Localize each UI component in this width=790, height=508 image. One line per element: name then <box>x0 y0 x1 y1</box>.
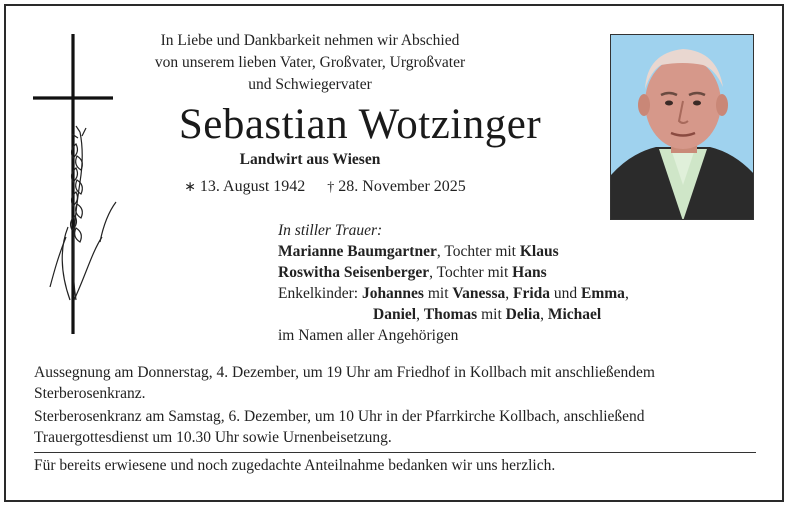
intro-text <box>140 30 480 96</box>
blessing-text: Aussegnung am Donnerstag, 4. Dezember, um 19 Uhr am Friedhof in Kollbach mit anschließendem Sterberosenkranz. <box>34 364 655 402</box>
portrait-photo <box>610 34 754 220</box>
deceased-name: Sebastian Wotzinger <box>178 101 542 148</box>
intro-line: und Schwiegervater <box>248 76 372 93</box>
death-date: 28. November 2025 <box>338 178 466 195</box>
grandchildren-line: Enkelkinder: Johannes mit Vanessa, Frida und Emma, <box>278 285 629 302</box>
life-dates <box>140 178 510 196</box>
mourner-line: Marianne Baumgartner, Tochter mit Klaus <box>278 243 559 260</box>
birth-date: 13. August 1942 <box>199 178 306 195</box>
mourners-closing: im Namen aller Angehörigen <box>278 327 459 344</box>
birth-symbol: ∗ <box>184 180 196 195</box>
thanks-text: Für bereits erwiesene und noch zugedachte Anteilnahme bedanken wir uns herzlich. <box>34 457 556 474</box>
grandchildren-line: Daniel, Thomas mit Delia, Michael <box>373 306 602 323</box>
mourners-heading: In stiller Trauer: <box>278 222 383 239</box>
rosary-text: Sterberosenkranz am Samstag, 6. Dezember, um 10 Uhr in der Pfarrkirche Kollbach, anschließend Trauergottesdienst um 10.30 Uhr sowie Urnenbeisetzung. <box>34 408 645 446</box>
death-symbol: † <box>327 180 335 195</box>
portrait-illustration <box>611 35 754 220</box>
intro-line: In Liebe und Dankbarkeit nehmen wir Abschied <box>160 32 460 49</box>
deceased-occupation: Landwirt aus Wiesen <box>239 151 381 168</box>
mourner-line: Roswitha Seisenberger, Tochter mit Hans <box>278 264 547 281</box>
intro-line: von unserem lieben Vater, Großvater, Urgroßvater <box>154 54 466 71</box>
divider <box>34 452 756 453</box>
cross-with-wheat-icon <box>30 32 120 338</box>
mourners-block <box>278 220 629 346</box>
